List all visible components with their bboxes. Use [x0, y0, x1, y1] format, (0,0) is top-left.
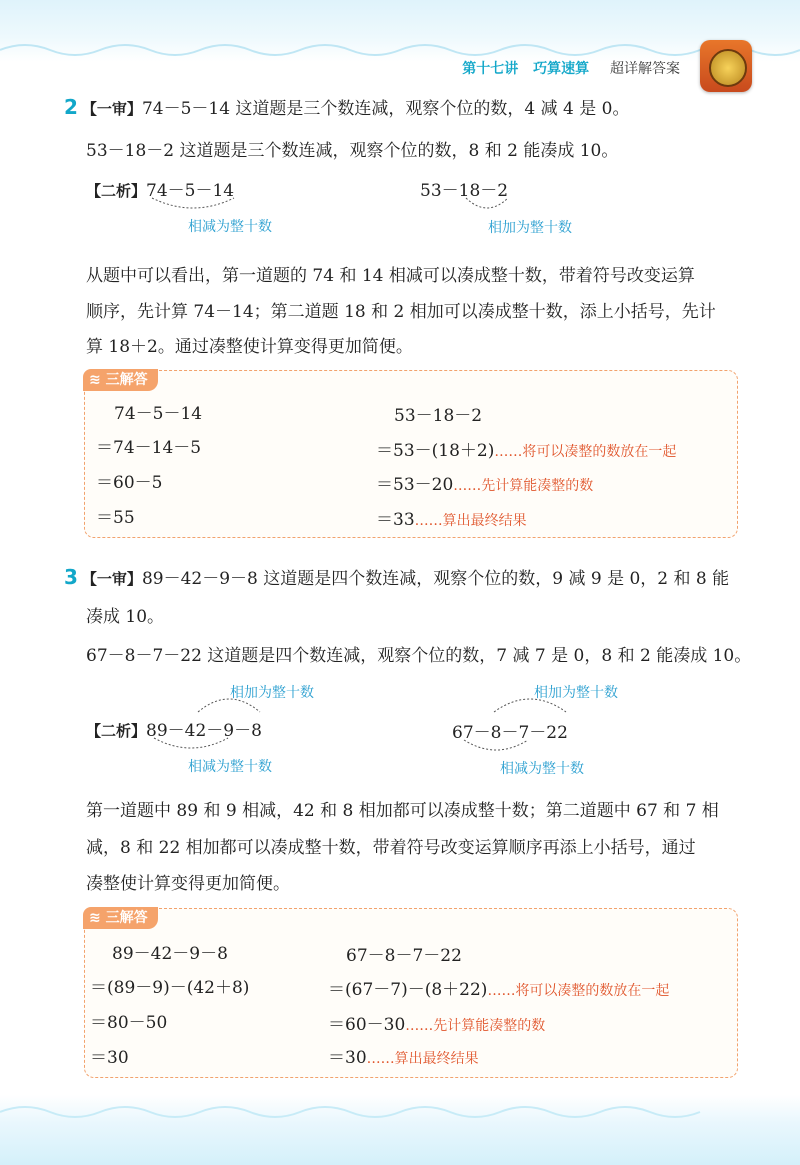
q3-arc2-top — [490, 692, 570, 716]
q3-tag-review: 【一审】 — [81, 570, 142, 588]
q3-arc1-bottom — [150, 736, 232, 756]
q3-right-3: ＝60－30 — [328, 1015, 406, 1035]
q3-right-1: 67－8－7－22 — [346, 946, 462, 966]
q2-review-text: 74－5－14 这道题是三个数连减，观察个位的数，4 减 4 是 0。 — [141, 99, 630, 119]
q2-right-3: ＝53－20 — [376, 475, 454, 495]
q3-para2: 减，8 和 22 相加都可以凑成整十数，带着符号改变运算顺序再添上小括号，通过 — [86, 838, 696, 858]
q2-left-4: ＝55 — [96, 508, 135, 528]
q3-right-4: ＝30 — [328, 1048, 367, 1068]
q3-analysis-expr1: 89－42－9－8 — [146, 721, 262, 741]
q3-right-2-row — [328, 975, 669, 1000]
q2-para3: 算 18＋2。通过凑整使计算变得更加简便。 — [86, 337, 413, 357]
q3-tag-analysis: 【二析】 — [86, 722, 147, 740]
q2-note-1: ……将可以凑整的数放在一起 — [494, 444, 677, 460]
q3-review-text: 89－42－9－8 这道题是四个数连减，观察个位的数，9 减 9 是 0，2 和 8 能 — [141, 569, 730, 589]
q2-arc1-note: 相减为整十数 — [188, 219, 272, 235]
header-lecture: 第十七讲 — [462, 61, 519, 77]
q2-analysis-expr1: 74－5－14 — [146, 181, 235, 201]
top-wave-decoration — [0, 40, 800, 60]
q3-expr1-bottom-note: 相减为整十数 — [188, 759, 272, 775]
q3-para3: 凑整使计算变得更加简便。 — [86, 874, 290, 894]
q2-number: 2 — [64, 95, 78, 119]
q2-right-2: ＝53－(18＋2) — [376, 441, 495, 461]
q3-right-2: ＝(67－7)－(8＋22) — [328, 980, 488, 1000]
header-topic: 巧算速算 — [533, 61, 590, 77]
q3-expr2-bottom-note: 相减为整十数 — [500, 761, 584, 777]
q3-right-4-row — [328, 1043, 479, 1068]
q3-expr2-top-note: 相加为整十数 — [534, 685, 618, 701]
q3-left-3: ＝80－50 — [90, 1013, 168, 1033]
q2-left-3: ＝60－5 — [96, 473, 163, 493]
q3-note-2: ……先计算能凑整的数 — [405, 1018, 546, 1034]
q3-arc1-top — [194, 692, 264, 716]
q3-review-line2: 67－8－7－22 这道题是四个数连减，观察个位的数，7 减 7 是 0，8 和 2 能凑成 10。 — [86, 646, 752, 666]
q2-review-line2: 53－18－2 这道题是三个数连减，观察个位的数，8 和 2 能凑成 10。 — [86, 141, 619, 161]
q3-para1: 第一道题中 89 和 9 相减，42 和 8 相加都可以凑成整十数；第二道题中 67 和 7 相 — [86, 801, 719, 821]
q2-arc2-note: 相加为整十数 — [488, 220, 572, 236]
q3-analysis-expr2: 67－8－7－22 — [452, 723, 568, 743]
q2-tag-review: 【一审】 — [81, 100, 142, 118]
q3-left-4: ＝30 — [90, 1048, 129, 1068]
header-section: 超详解答案 — [610, 61, 680, 77]
q2-arc2 — [462, 196, 512, 216]
q2-right-2-row — [376, 436, 676, 461]
q3-note-1: ……将可以凑整的数放在一起 — [487, 983, 670, 999]
q3-review-line1b: 凑成 10。 — [86, 607, 165, 627]
q3-left-1: 89－42－9－8 — [112, 944, 228, 964]
q3-answer-tag: ≋ 三解答 — [83, 907, 158, 929]
q2-tag-analysis: 【二析】 — [86, 182, 147, 200]
q3-right-3-row — [328, 1010, 545, 1035]
q2-arc1 — [148, 196, 238, 216]
q2-note-2: ……先计算能凑整的数 — [453, 478, 594, 494]
q3-expr1-top-note: 相加为整十数 — [230, 685, 314, 701]
q3-left-2: ＝(89－9)－(42＋8) — [90, 978, 250, 998]
q2-left-2: ＝74－14－5 — [96, 438, 202, 458]
q3-note-3: ……算出最终结果 — [366, 1051, 479, 1067]
q2-analysis-expr2: 53－18－2 — [420, 181, 509, 201]
q2-right-1: 53－18－2 — [394, 406, 483, 426]
q2-note-3: ……算出最终结果 — [414, 513, 527, 529]
page-header — [462, 58, 680, 78]
q2-right-4-row — [376, 505, 527, 530]
q3-number: 3 — [64, 565, 78, 589]
q2-para1: 从题中可以看出，第一道题的 74 和 14 相减可以凑成整十数，带着符号改变运算 — [86, 266, 695, 286]
badge-logo — [700, 40, 752, 92]
bottom-wave-decoration — [0, 1102, 800, 1122]
q2-answer-tag: ≋ 三解答 — [83, 369, 158, 391]
q2-right-3-row — [376, 470, 593, 495]
q2-para2: 顺序，先计算 74－14；第二道题 18 和 2 相加可以凑成整十数，添上小括号，先计 — [86, 302, 716, 322]
q2-review-line — [64, 94, 629, 119]
q2-right-4: ＝33 — [376, 510, 415, 530]
q2-left-1: 74－5－14 — [114, 404, 203, 424]
q3-arc2-bottom — [460, 738, 532, 758]
q3-review-line — [64, 564, 729, 589]
